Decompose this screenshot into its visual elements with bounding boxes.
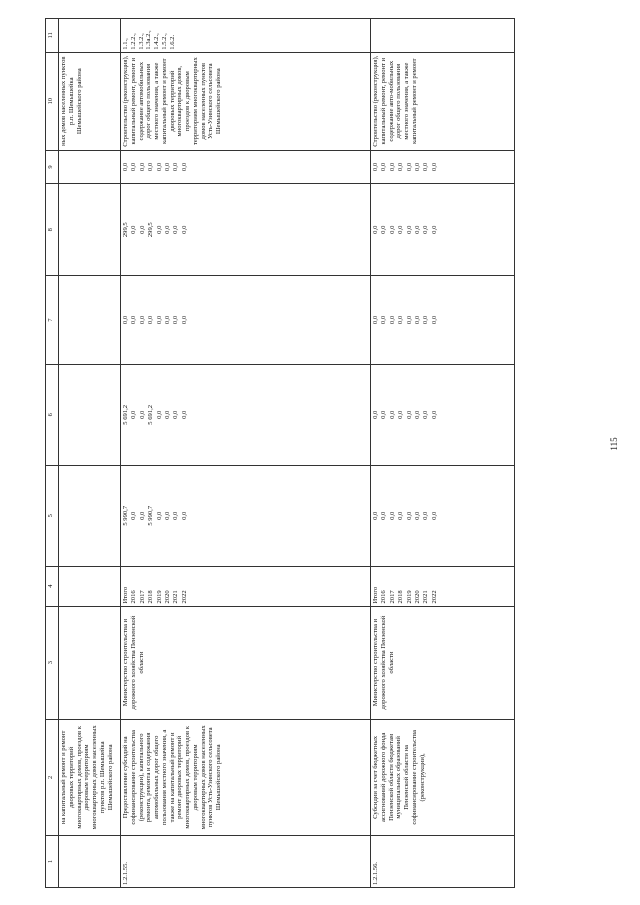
value: 0,0 [397, 315, 405, 325]
row-col6 [59, 364, 121, 465]
row-col6 [371, 364, 515, 465]
year-total: Итого [122, 586, 129, 604]
value: 0,0 [430, 315, 438, 325]
year-2016: 2016 [130, 590, 138, 604]
row-indicators: 1.1., 1.2.2., 1.3.2., 1.3а.2., 1.4.2., 1.5.2., 1.6.2. [121, 19, 371, 53]
row-executor [59, 606, 121, 719]
value: 0,0 [430, 511, 438, 520]
value: 0,0 [413, 225, 421, 234]
year-2021: 2021 [172, 590, 180, 604]
row-col7 [121, 276, 371, 365]
value: 5 691,2 [122, 404, 129, 425]
value: 0,0 [138, 511, 146, 520]
value: 0,0 [413, 511, 421, 520]
col-header-9: 9 [46, 150, 59, 184]
value: 0,0 [155, 511, 163, 520]
value: 5 990,7 [147, 505, 155, 526]
col-header-4: 4 [46, 566, 59, 606]
value: 0,0 [405, 410, 413, 419]
value: 0,0 [172, 225, 180, 234]
value: 0,0 [180, 511, 188, 520]
row-years [371, 566, 515, 606]
value: 0,0 [405, 315, 413, 325]
value: 0,0 [397, 225, 405, 234]
value: 0,0 [372, 162, 379, 172]
value: 0,0 [138, 315, 146, 325]
row-target: Строительство (реконструкция), капитальный ремонт, ремонт и содержание авто-мобильных дорог общего пользования местного значения, а также капитальный ремонт и ремонт [371, 52, 515, 150]
value: 0,0 [380, 162, 388, 172]
year-2022: 2022 [430, 590, 438, 604]
col-header-8: 8 [46, 184, 59, 276]
year-2017: 2017 [138, 590, 146, 604]
value: 0,0 [138, 162, 146, 172]
col-header-2: 2 [46, 719, 59, 835]
value: 0,0 [155, 162, 163, 172]
row-name: Предоставление субсидий на софинансирование строительства (реконструкции), капитального ремонта, ремонта и содержания автомобильных дорог общего пользования местного значения, а также на капитальный ремонт и ремонт дворовых территорий многоквартирных домов, проездов к дворовым территориям многоквартирных домов населенных пунктов Усть-Узинского сельсовета Шемышейского района [121, 719, 371, 835]
page-number: 115 [609, 437, 619, 451]
year-2020: 2020 [413, 590, 421, 604]
value: 0,0 [422, 410, 430, 419]
value: 0,0 [372, 511, 379, 520]
value: 0,0 [405, 225, 413, 234]
value: 0,0 [380, 225, 388, 234]
row-indicators [59, 19, 121, 53]
value: 0,0 [372, 225, 379, 234]
col-header-7: 7 [46, 276, 59, 365]
value: 0,0 [372, 410, 379, 419]
row-id: 1.2.1.56. [371, 835, 515, 887]
row-id: 1.2.1.55. [121, 835, 371, 887]
value: 0,0 [122, 162, 129, 172]
value: 0,0 [163, 162, 171, 172]
value: 0,0 [130, 162, 138, 172]
value: 299,5 [147, 222, 155, 238]
value: 0,0 [413, 162, 421, 172]
row-col8 [121, 184, 371, 276]
row-col5 [121, 465, 371, 566]
row-col8 [371, 184, 515, 276]
row-indicators [371, 19, 515, 53]
value: 0,0 [180, 225, 188, 234]
year-2020: 2020 [163, 590, 171, 604]
row-col7 [371, 276, 515, 365]
year-2018: 2018 [397, 590, 405, 604]
year-2021: 2021 [422, 590, 430, 604]
row-executor: Министерство строительства и дорожного хозяйства Пензенской области [371, 606, 515, 719]
year-2022: 2022 [180, 590, 188, 604]
row-years [59, 566, 121, 606]
value: 0,0 [405, 162, 413, 172]
value: 0,0 [163, 410, 171, 419]
value: 0,0 [147, 315, 155, 325]
row-col7 [59, 276, 121, 365]
row-col9 [59, 150, 121, 184]
col-header-6: 6 [46, 364, 59, 465]
program-table [45, 18, 515, 888]
value: 0,0 [147, 162, 155, 172]
table-row [371, 19, 515, 888]
value: 0,0 [172, 162, 180, 172]
value: 0,0 [388, 315, 396, 325]
row-target: ных домов населенных пунктов р.п. Шемышейка Шемышейского района [59, 52, 121, 150]
value: 0,0 [388, 511, 396, 520]
value: 0,0 [155, 225, 163, 234]
value: 0,0 [155, 315, 163, 325]
value: 0,0 [388, 162, 396, 172]
value: 0,0 [430, 162, 438, 172]
value: 0,0 [380, 410, 388, 419]
year-2016: 2016 [380, 590, 388, 604]
value: 0,0 [122, 315, 129, 325]
value: 0,0 [138, 225, 146, 234]
value: 0,0 [422, 162, 430, 172]
value: 0,0 [397, 410, 405, 419]
row-col9 [121, 150, 371, 184]
value: 0,0 [172, 511, 180, 520]
row-years [121, 566, 371, 606]
value: 0,0 [130, 225, 138, 234]
row-col9 [371, 150, 515, 184]
value: 0,0 [397, 162, 405, 172]
value: 0,0 [155, 410, 163, 419]
row-col6 [121, 364, 371, 465]
row-name: Субсидии за счет бюджетных ассигнований дорожного фонда Пензенской области бюджетам муниципальных образований Пензенской области на софинансирование строительства (реконструкции), [371, 719, 515, 835]
value: 5 990,7 [122, 505, 129, 526]
value: 0,0 [430, 225, 438, 234]
row-col8 [59, 184, 121, 276]
value: 0,0 [422, 315, 430, 325]
value: 0,0 [380, 511, 388, 520]
value: 0,0 [388, 410, 396, 419]
value: 0,0 [422, 511, 430, 520]
col-header-11: 11 [46, 19, 59, 53]
value: 0,0 [413, 315, 421, 325]
value: 0,0 [163, 225, 171, 234]
value: 0,0 [405, 511, 413, 520]
row-executor: Министерство строительства и дорожного хозяйства Пензенской области [121, 606, 371, 719]
value: 0,0 [130, 410, 138, 419]
year-2017: 2017 [388, 590, 396, 604]
value: 0,0 [380, 315, 388, 325]
row-target: Строительство (реконструкция), капитальный ремонт, ремонт и содержание автомобильных дорог общего пользования местного значения, а также капитальный ремонт и ремонт дворовых территорий многоквартирных домов, проездов к дворовым территориям многоквартирных домов населенных пунктов Усть-Узинского сельсовета Шемышейского района [121, 52, 371, 150]
value: 0,0 [172, 410, 180, 419]
value: 299,5 [122, 222, 129, 238]
value: 5 691,2 [147, 404, 155, 425]
row-col5 [371, 465, 515, 566]
col-header-3: 3 [46, 606, 59, 719]
table-row [121, 19, 371, 888]
table-container [45, 18, 595, 888]
value: 0,0 [180, 315, 188, 325]
value: 0,0 [372, 315, 379, 325]
year-2019: 2019 [155, 590, 163, 604]
value: 0,0 [180, 410, 188, 419]
value: 0,0 [413, 410, 421, 419]
value: 0,0 [430, 410, 438, 419]
year-2018: 2018 [147, 590, 155, 604]
row-id [59, 835, 121, 887]
year-2019: 2019 [405, 590, 413, 604]
value: 0,0 [388, 225, 396, 234]
value: 0,0 [163, 315, 171, 325]
col-header-5: 5 [46, 465, 59, 566]
row-col5 [59, 465, 121, 566]
col-header-10: 10 [46, 52, 59, 150]
rotated-sheet [45, 18, 595, 888]
value: 0,0 [163, 511, 171, 520]
value: 0,0 [422, 225, 430, 234]
value: 0,0 [397, 511, 405, 520]
value: 0,0 [138, 410, 146, 419]
value: 0,0 [130, 511, 138, 520]
value: 0,0 [180, 162, 188, 172]
value: 0,0 [172, 315, 180, 325]
col-header-1: 1 [46, 835, 59, 887]
value: 0,0 [130, 315, 138, 325]
table-row [59, 19, 121, 888]
row-name: на капитальный ремонт и ремонт дворовых территорий многоквартирных домов, проездов к дворовым территориям многоквартирных домов населенных пунктов р.п. Шемышейка Шемышейского района [59, 719, 121, 835]
year-total: Итого [372, 586, 379, 604]
column-number-row [46, 19, 59, 888]
